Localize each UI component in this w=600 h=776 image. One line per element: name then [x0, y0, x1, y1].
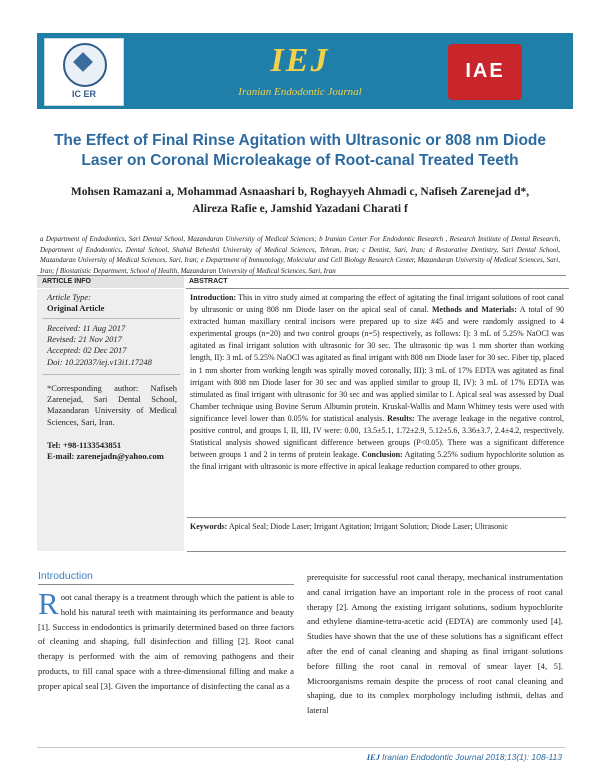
article-type-label: Article Type: [47, 292, 91, 302]
intro-left-text: oot canal therapy is a treatment through which the patient is able to hold his natural teeth with maintaining its performance and beauty [1]. Success in endodontics is primarily determined based on three factors of cleaning and shaping, full disinfection and filling [2]. Root canal therapy is performed with the aim of removing pathogens and their products, to fill canal space with a three-dimensional filling and make a proper apical seal [3]. Given the importance of disinfecting the canal as a [38, 592, 294, 691]
doi[interactable]: Doi: 10.22037/iej.v13i1.17248 [47, 356, 152, 367]
divider [187, 517, 566, 518]
contact-info [47, 440, 177, 462]
abstract-header: ABSTRACT [186, 276, 569, 289]
telephone: Tel: +98-1133543851 [47, 440, 122, 450]
introduction-left-column [38, 586, 294, 694]
corresponding-author [47, 383, 177, 428]
divider [187, 551, 566, 552]
seal-icon [63, 43, 107, 87]
authors-line-2: Alireza Rafie e, Jamshid Yazadani Charati f [192, 203, 408, 215]
journal-name: Iranian Endodontic Journal [238, 86, 362, 98]
iae-logo [448, 44, 522, 100]
abstract-conclusion-text: Agitating 5.25% sodium hypochlorite solution as the final irrigant with ultrasonic is more effective in apical leakage reduction compared to other groups. [190, 450, 564, 472]
footer [300, 752, 562, 762]
icer-logo [44, 38, 124, 106]
article-type-value: Original Article [47, 303, 105, 314]
authors [50, 184, 550, 218]
article-dates [47, 323, 177, 368]
introduction-right-column: prerequisite for successful root canal therapy, mechanical instrumentation and canal irrigation have an important role in the process of root canal therapy [2]. Among the existing irrigant solutions, sodium hypochlorite and ethylene diamine-tetra-acetic acid (EDTA) are commonly used [4]. Studies have shown that the use of these solutions has a significant effect after the end of canal cleaning and shaping as final irrigant solutions before filling the root canal in removal of smear layer [4, 5]. Microorganisms remain despite the process of root canal cleaning and shaping, due to its complex morphology including isthmii, deltas and lateral [307, 572, 563, 716]
abstract-conclusion-label: Conclusion: [361, 450, 403, 460]
info-divider [42, 318, 180, 319]
abstract-intro-text: This in vitro study aimed at comparing the effect of agitating the final irrigant solutions of root canal by ultrasonic or using 808 nm Diode laser on the apical seal of canal. [190, 293, 564, 315]
revised-date: Revised: 21 Nov 2017 [47, 334, 122, 345]
article-info-header: ARTICLE INFO [37, 276, 184, 288]
footer-abbr: IEJ [366, 752, 380, 762]
abstract-methods-text: A total of 90 extracted human maxillary central incisors were prepared up to size #45 and were randomly assigned to 4 experimental groups (n=20) and two control groups (n=5) respectively, as follows: I): 3 mL of 5.25% NaOCl was agitated as final irrigant solution with ultrasonic for 30 sec. The ultrasonic tip was 1 mm shorter than working length, II): 3 mL of 5.25% NaOCl was agitated as final irrigant with 808 nm Diode laser for 30 sec. Fiber tip, placed in 1 mm shorter from working length was spirally moved coronally, III): 3 mL of 17% EDTA was agitated as final irrigant with 808 nm Diode laser for 30 sec and was applied similar to group II, IV): 3 mL of 17% EDTA was stimulated as final irrigant with ultrasonic for 30 sec and was applied similar to I. Apical seal was assessed by Dual Chamber technique using Bovine Serum Albumin protein. Kruskal-Wallis and Mann Whitney tests were used with significance level lower than 0.05% for statistical analysis. [190, 305, 565, 423]
authors-line-1: Mohsen Ramazani a, Mohammad Asnaashari b, Roghayyeh Ahmadi c, Nafiseh Zarenejad d*, [70, 186, 530, 198]
affiliations: a Department of Endodontics, Sari Dental School, Mazandaran University of Medical Sciences; b Iranian Center For Endodontic Research , Research Institute of Dental Research, Department of Endodontics, Dental School, Shahid Beheshti University of Medical Sciences, Tehran, Iran; c Dentist, Sari, Iran; d Restorative Dentistry, Sari Dental School, Mazandaran University of Medical Sciences, Sari, Iran; e Department of Immunology, Molecular and Cell Biology Research Center, Mazandaran University of Medical Sciences, Sari, Iran; f Biostatistic Department, School of Health, Mazandaran University of Medical Sciences, Sari, Iran [40, 235, 560, 275]
footer-citation: Iranian Endodontic Journal 2018;13(1): 108-113 [382, 752, 562, 762]
iae-logo-text: IAE [465, 60, 505, 82]
abstract-results-text: The average leakage in the negative control, positive control, and groups I, II, III, IV were: 0.00, 13.5±5.1, 1.72±2.9, 5.12±5.6, 3.36±3.7, 2.4±4.2, respectively. Statistical analysis showed significant difference between groups (P<0.05). There was a significant difference between groups 1 and 2 in terms of protein leakage. [190, 413, 565, 460]
drop-cap: R [38, 586, 59, 621]
article-title: The Effect of Final Rinse Agitation with Ultrasonic or 808 nm Diode Laser on Coronal Microleakage of Root-canal Treated Teeth [53, 132, 547, 169]
journal-abbr: IEJ [270, 42, 330, 79]
email[interactable]: E-mail: zarenejadn@yahoo.com [47, 451, 164, 462]
accepted-date: Accepted: 02 Dec 2017 [47, 345, 127, 356]
corresponding-text: *Corresponding author: Nafiseh Zarenejad, Sari Dental School, Mazandaran University of Medical Sciences, Sari, Iran. [47, 383, 177, 427]
article-type [47, 292, 177, 314]
abstract-results-label: Results: [387, 413, 415, 423]
keywords-text: Apical Seal; Diode Laser; Irrigant Agitation; Irrigant Solution; Diode Laser; Ultrasonic [228, 522, 508, 531]
abstract-intro-label: Introduction: [190, 293, 237, 302]
keywords-label: Keywords: [190, 522, 228, 531]
abstract-body [190, 292, 564, 473]
info-divider [42, 374, 180, 375]
abstract-methods-label: Methods and Materials: [431, 305, 517, 315]
received-date: Received: 11 Aug 2017 [47, 323, 126, 333]
icer-logo-text: IC ER [71, 89, 96, 99]
introduction-heading: Introduction [38, 570, 93, 582]
footer-divider [37, 747, 566, 748]
divider [38, 584, 294, 585]
keywords [190, 521, 564, 533]
